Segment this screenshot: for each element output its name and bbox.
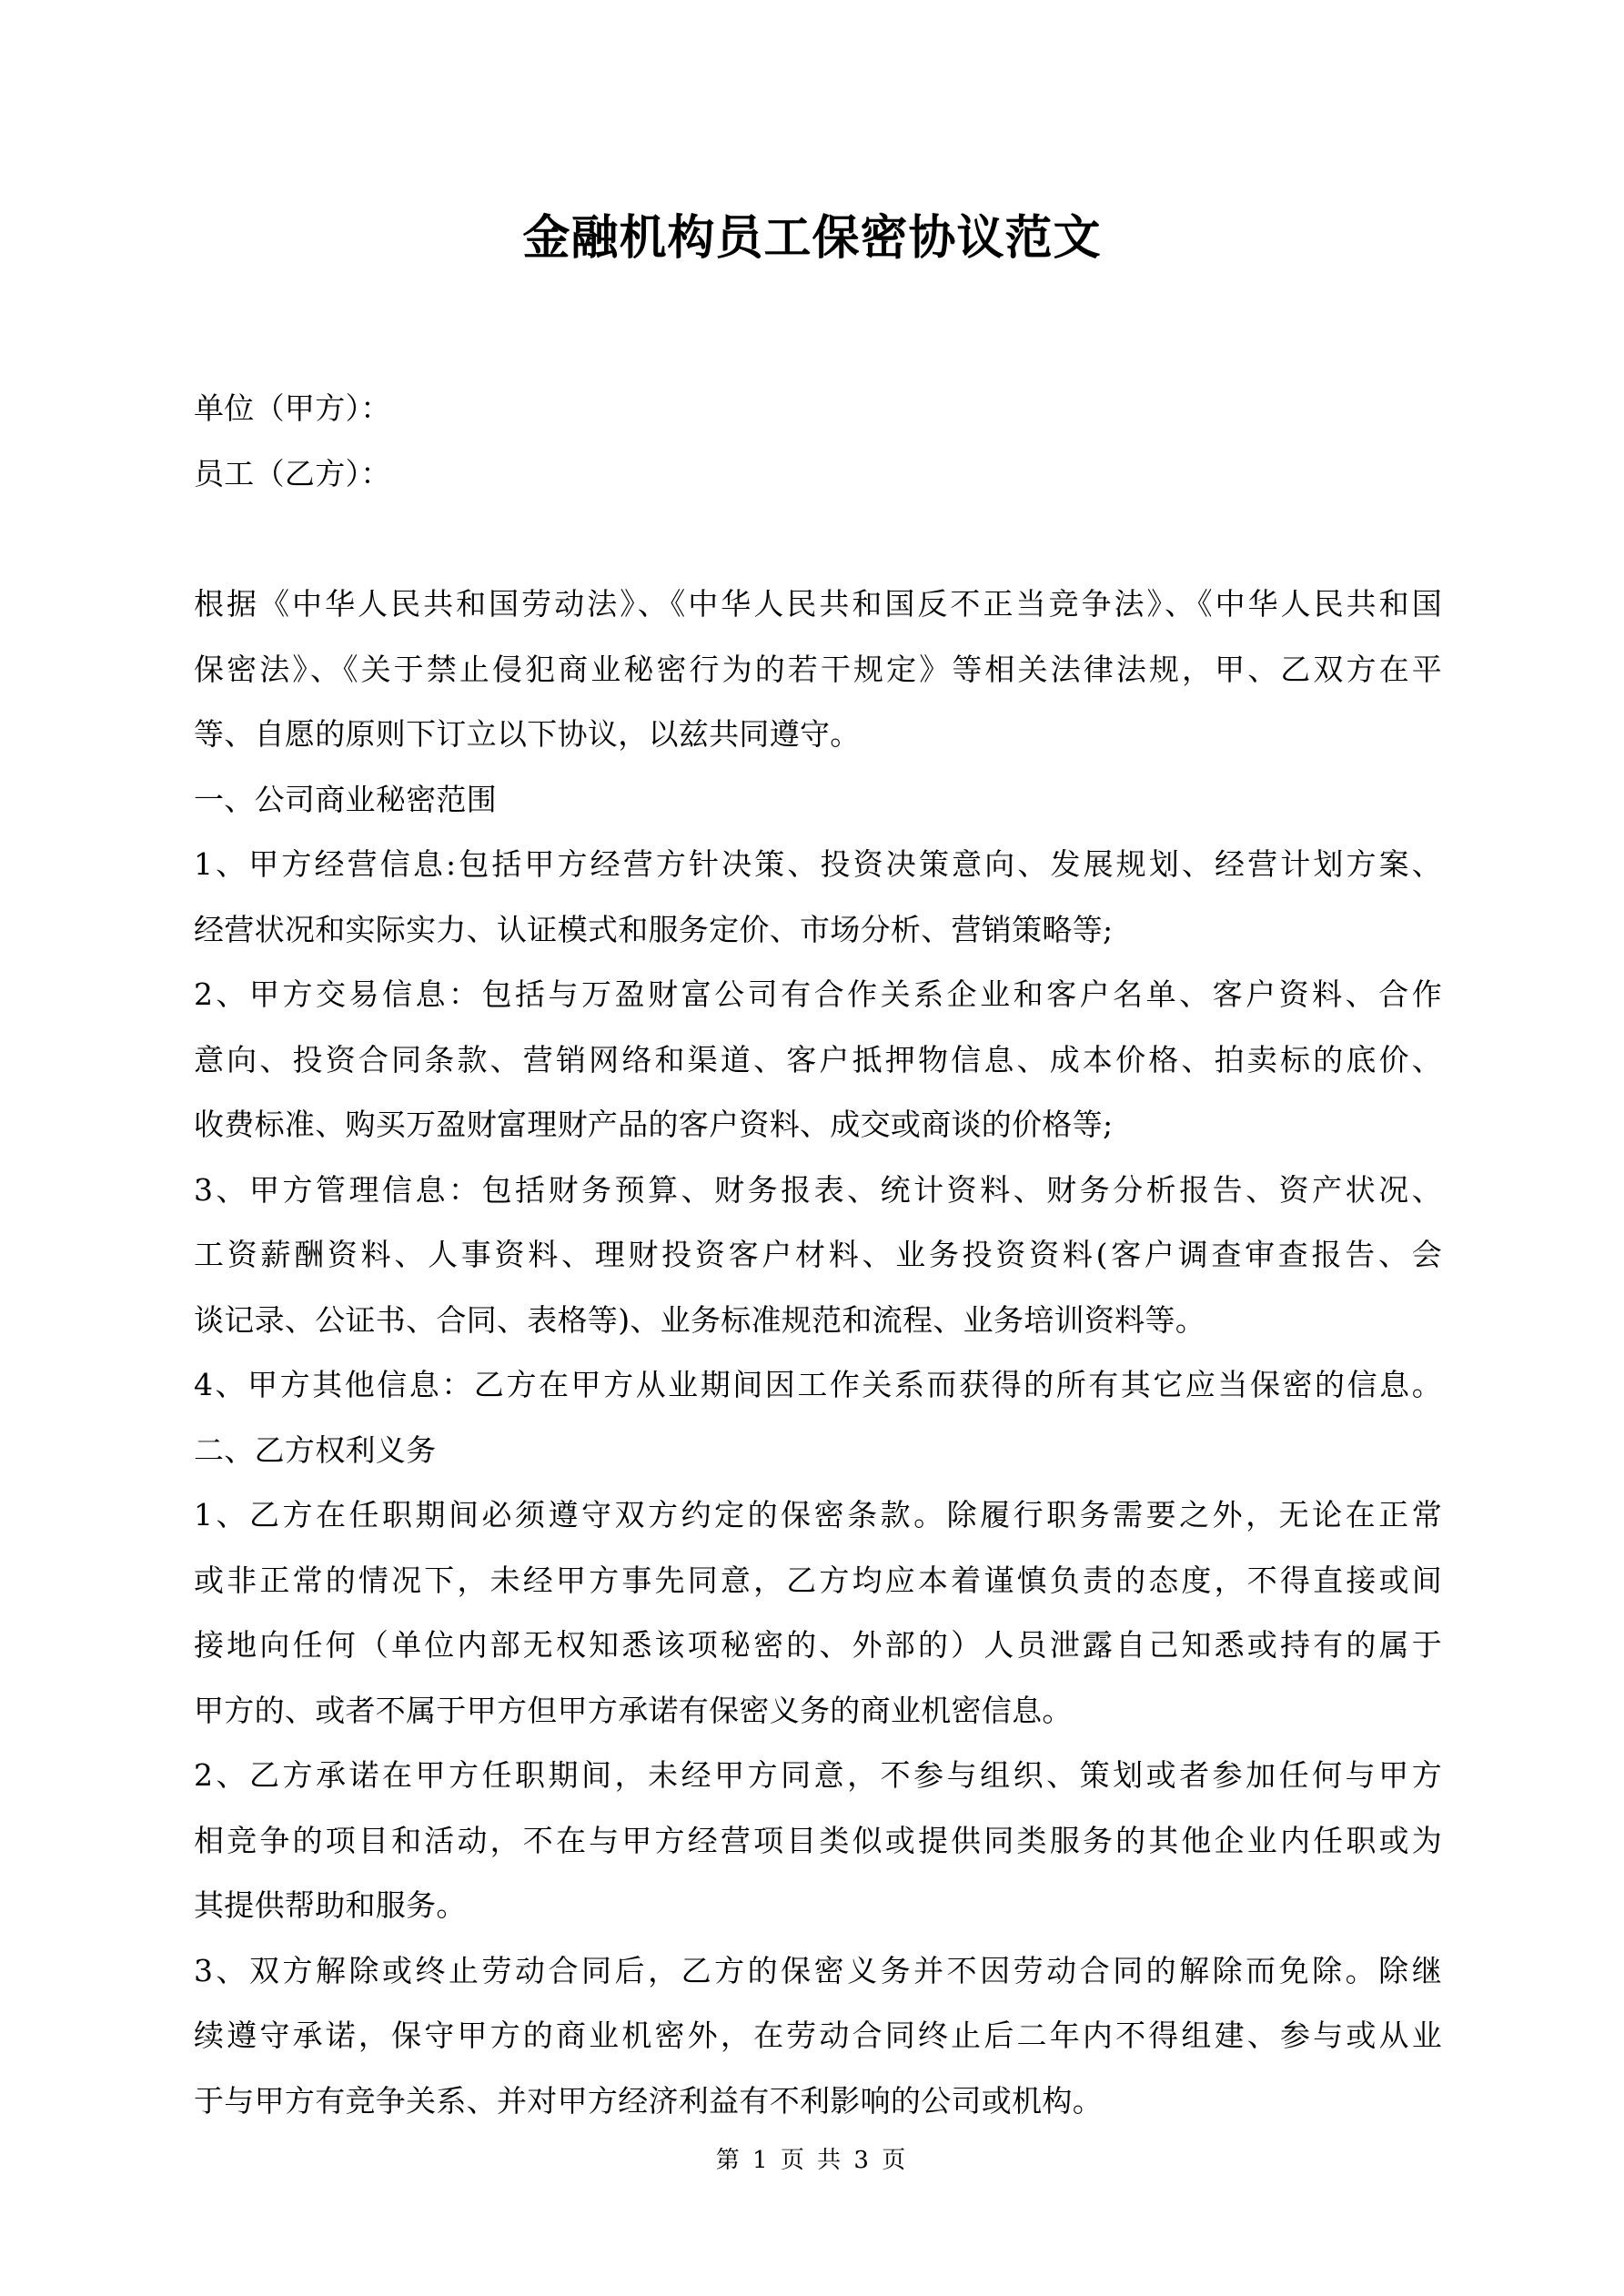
body-line: 收费标准、购买万盈财富理财产品的客户资料、成交或商谈的价格等; <box>194 1107 1114 1142</box>
body-line: 接地向任何（单位内部无权知悉该项秘密的、外部的）人员泄露自己知悉或持有的属于 <box>194 1627 1442 1663</box>
body-line: 保密法》、《关于禁止侵犯商业秘密行为的若干规定》等相关法律法规，甲、乙双方在平 <box>194 651 1442 687</box>
body-line: 于与甲方有竞争关系、并对甲方经济利益有不利影响的公司或机构。 <box>194 2082 1103 2119</box>
body-line: 续遵守承诺，保守甲方的商业机密外，在劳动合同终止后二年内不得组建、参与或从业 <box>194 2018 1442 2053</box>
body-line: 或非正常的情况下，未经甲方事先同意，乙方均应本着谨慎负责的态度，不得直接或间 <box>194 1562 1442 1598</box>
body-line: 谈记录、公证书、合同、表格等)、业务标准规范和流程、业务培训资料等。 <box>194 1301 1206 1338</box>
body-line: 相竞争的项目和活动，不在与甲方经营项目类似或提供同类服务的其他企业内任职或为 <box>194 1822 1442 1858</box>
body-line: 其提供帮助和服务。 <box>194 1887 467 1923</box>
document-title: 金融机构员工保密协议范文 <box>522 210 1102 266</box>
section-heading: 二、乙方权利义务 <box>194 1431 437 1468</box>
page-footer: 第 1 页 共 3 页 <box>715 2147 909 2174</box>
body-line: 2、甲方交易信息：包括与万盈财富公司有合作关系企业和客户名单、客户资料、合作 <box>194 976 1442 1012</box>
body-line: 工资薪酬资料、人事资料、理财投资客户材料、业务投资资料(客户调查审查报告、会 <box>194 1237 1442 1272</box>
document-body <box>194 571 1442 2133</box>
body-line: 根据《中华人民共和国劳动法》、《中华人民共和国反不正当竞争法》、《中华人民共和国 <box>194 586 1442 622</box>
body-line: 4、甲方其他信息：乙方在甲方从业期间因工作关系而获得的所有其它应当保密的信息。 <box>194 1367 1442 1402</box>
body-line: 1、乙方在任职期间必须遵守双方约定的保密条款。除履行职务需要之外，无论在正常 <box>194 1497 1442 1532</box>
body-line: 经营状况和实际实力、认证模式和服务定价、市场分析、营销策略等; <box>194 911 1114 947</box>
section-heading: 一、公司商业秘密范围 <box>194 781 497 817</box>
party-b-line: 员工（乙方）： <box>194 455 391 491</box>
body-line: 甲方的、或者不属于甲方但甲方承诺有保密义务的商业机密信息。 <box>194 1692 1073 1728</box>
party-a-line: 单位（甲方）： <box>194 390 391 426</box>
body-line: 3、甲方管理信息：包括财务预算、财务报表、统计资料、财务分析报告、资产状况、 <box>194 1171 1442 1208</box>
body-line: 2、乙方承诺在甲方任职期间，未经甲方同意，不参与组织、策划或者参加任何与甲方 <box>194 1757 1442 1793</box>
party-block <box>194 376 1442 506</box>
body-line: 3、双方解除或终止劳动合同后，乙方的保密义务并不因劳动合同的解除而免除。除继 <box>194 1952 1442 1988</box>
body-line: 等、自愿的原则下订立以下协议，以兹共同遵守。 <box>194 716 861 752</box>
body-line: 意向、投资合同条款、营销网络和渠道、客户抵押物信息、成本价格、拍卖标的底价、 <box>194 1041 1442 1077</box>
body-line: 1、甲方经营信息:包括甲方经营方针决策、投资决策意向、发展规划、经营计划方案、 <box>194 846 1442 882</box>
